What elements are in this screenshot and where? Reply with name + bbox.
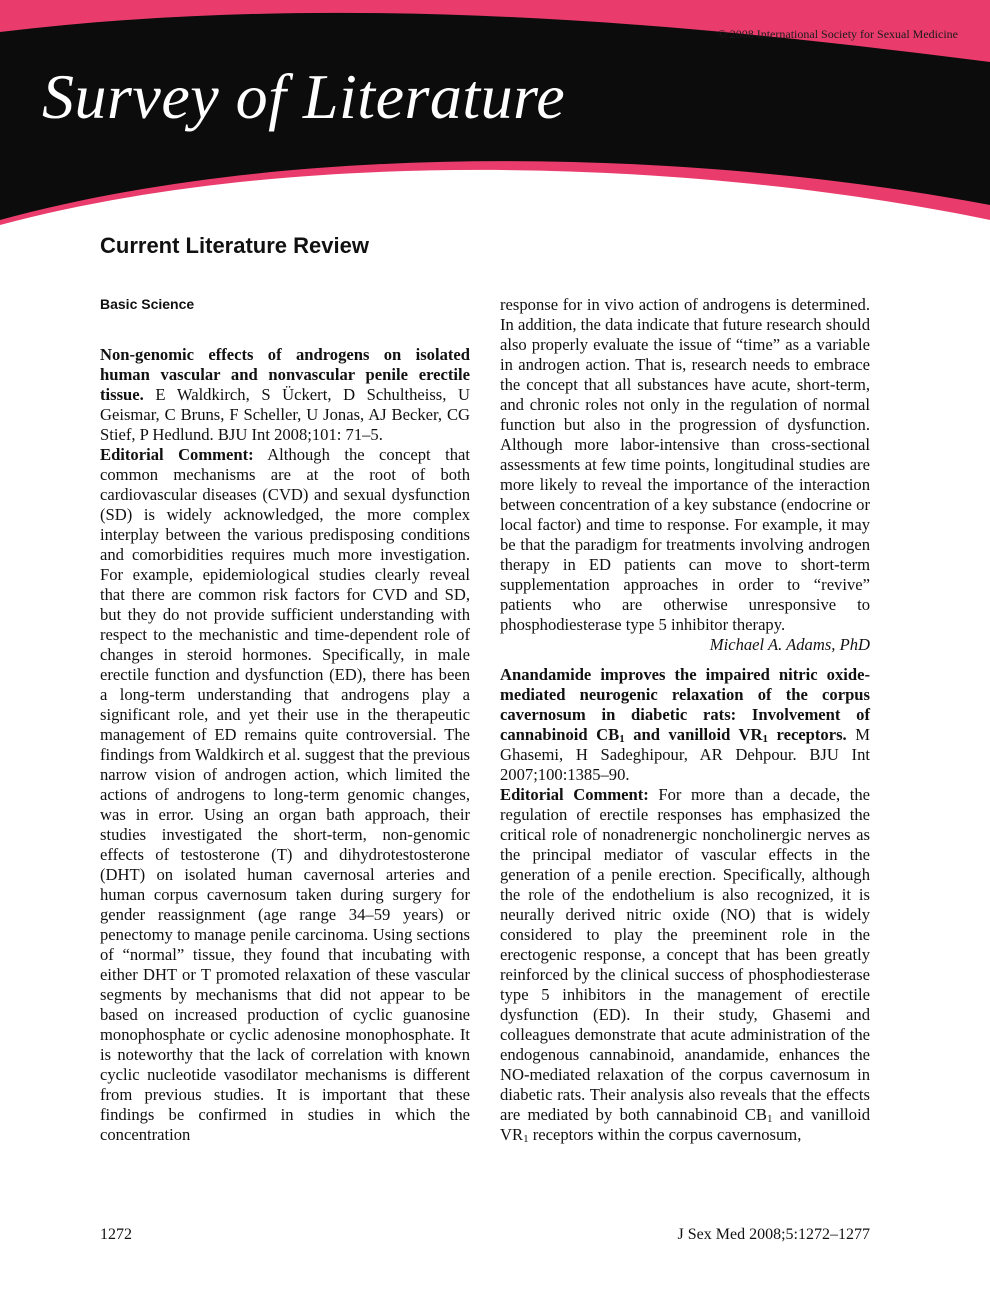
article-spacer [500, 655, 870, 665]
article1-comment-continued: response for in vivo action of androgens is determined. In addition, the data indicate that future research should also properly evaluate the issue of “time” as a variable in androgen action. That is, research needs to embrace the concept that all substances have acute, short-term, and chronic roles not only in the regulation of normal function but also in the progression of dysfunction. Although more labor-intensive than cross-sectional assessments at few time points, longitudinal studies are more likely to reveal the importance of the interaction between concentration of a key substance (endocrine or local factor) and time to response. For example, it may be that the paradigm for treatments involving androgen therapy in ED patients can move to short-term supplementation approaches in order to “revive” patients who are otherwise unresponsive to phosphodiesterase type 5 inhibitor therapy. [500, 295, 870, 634]
article1-comment-text: Although the concept that common mechanisms are at the root of both cardiovascular diseases (CVD) and sexual dysfunction (SD) is widely acknowledged, the more complex interplay between the various predisposing conditions and comorbidities requires much more investigation. For example, epidemiological studies clearly reveal that there are common risk factors for CVD and SD, but they do not provide sufficient understanding with respect to the mechanistic and time-dependent role of changes in steroid hormones. Specifically, in male erectile function and dysfunction (ED), there has been a long-term understanding that androgens play a significant role, and yet their use in the therapeutic management of ED remains quite controversial. The findings from Waldkirch et al. suggest that the previous narrow vision of androgen action, which limited the actions of androgens to long-term genomic changes, was in error. Using an organ bath approach, their studies investigated the short-term, non-genomic effects of testosterone (T) and dihydrotestosterone (DHT) on isolated human cavernosal arteries and human corpus cavernosum taken during surgery for gender reassignment (age range 34–59 years) or penectomy to manage penile carcinoma. Using sections of “normal” tissue, they found that incubating with either DHT or T promoted relaxation of these vascular segments by mechanisms that did not appear to be based on increased production of cyclic guanosine monophosphate or cyclic adenosine monophosphate. It is noteworthy that the lack of correlation with known cyclic nucleotide vasodilator mechanisms is different from previous studies. It is important that these findings be confirmed in studies in which the concentration [100, 445, 470, 1144]
left-column [100, 345, 470, 1145]
page-number: 1272 [100, 1226, 132, 1243]
article2-citation: M Ghasemi, H Sadeghipour, AR Dehpour. BJU Int 2007;100:1385–90. [500, 725, 870, 784]
article2-title [500, 665, 870, 744]
copyright-notice: © 2008 International Society for Sexual Medicine [717, 27, 958, 41]
subsection-title: Basic Science [100, 296, 195, 312]
right-column [500, 295, 870, 1145]
article1-heading [100, 345, 470, 445]
article1-comment [100, 445, 470, 1145]
subscript: 1 [762, 733, 768, 745]
section-title: Current Literature Review [100, 233, 369, 258]
article2-title-part: and vanilloid VR [624, 725, 763, 744]
editorial-comment-label: Editorial Comment: [500, 785, 649, 804]
editorial-comment-label: Editorial Comment: [100, 445, 254, 464]
article1-signature: Michael A. Adams, PhD [709, 635, 870, 654]
banner-title: Survey of Literature [42, 61, 566, 132]
article1-citation: E Waldkirch, S Ückert, D Schultheiss, U Geismar, C Bruns, F Scheller, U Jonas, AJ Becker, CG Stief, P Hedlund. BJU Int 2008;101: 71–5. [100, 385, 471, 444]
subscript: 1 [619, 733, 625, 745]
article2-heading [500, 665, 870, 785]
article2-comment-text: For more than a decade, the regulation of erectile responses has emphasized the critical role of nonadrenergic noncholinergic nerves as the principal mediator of vascular effects in the generation of a penile erection. Specifically, although the role of the endothelium is also recognized, it is neurally derived nitric oxide (NO) that is widely considered to play the preeminent role in the erectogenic response, a concept that has been greatly reinforced by the clinical success of phosphodiesterase type 5 inhibitors in the management of erectile dysfunction (ED). In their study, Ghasemi and colleagues demonstrate that acute administration of the endogenous cannabinoid, anandamide, enhances the NO-mediated relaxation of the corpus cavernosum in diabetic rats. Their analysis also reveals that the effects are mediated by both cannabinoid CB [500, 785, 870, 1124]
article2-comment-text: receptors within the corpus cavernosum, [528, 1125, 802, 1144]
article2-comment-text: and vanilloid VR [500, 1105, 870, 1144]
subscript: 1 [523, 1133, 529, 1145]
subscript: 1 [766, 1113, 773, 1125]
article2-title-part: receptors. [767, 725, 847, 744]
article2-comment [500, 785, 870, 1145]
article1-title: Non-genomic effects of androgens on isolated human vascular and nonvascular penile erectile tissue. [100, 345, 470, 404]
journal-reference: J Sex Med 2008;5:1272–1277 [677, 1226, 870, 1243]
article2-title-part: Anandamide improves the impaired nitric oxide-mediated neurogenic relaxation of the corpus cavernosum in diabetic rats: Involvement of cannabinoid CB [500, 665, 870, 744]
